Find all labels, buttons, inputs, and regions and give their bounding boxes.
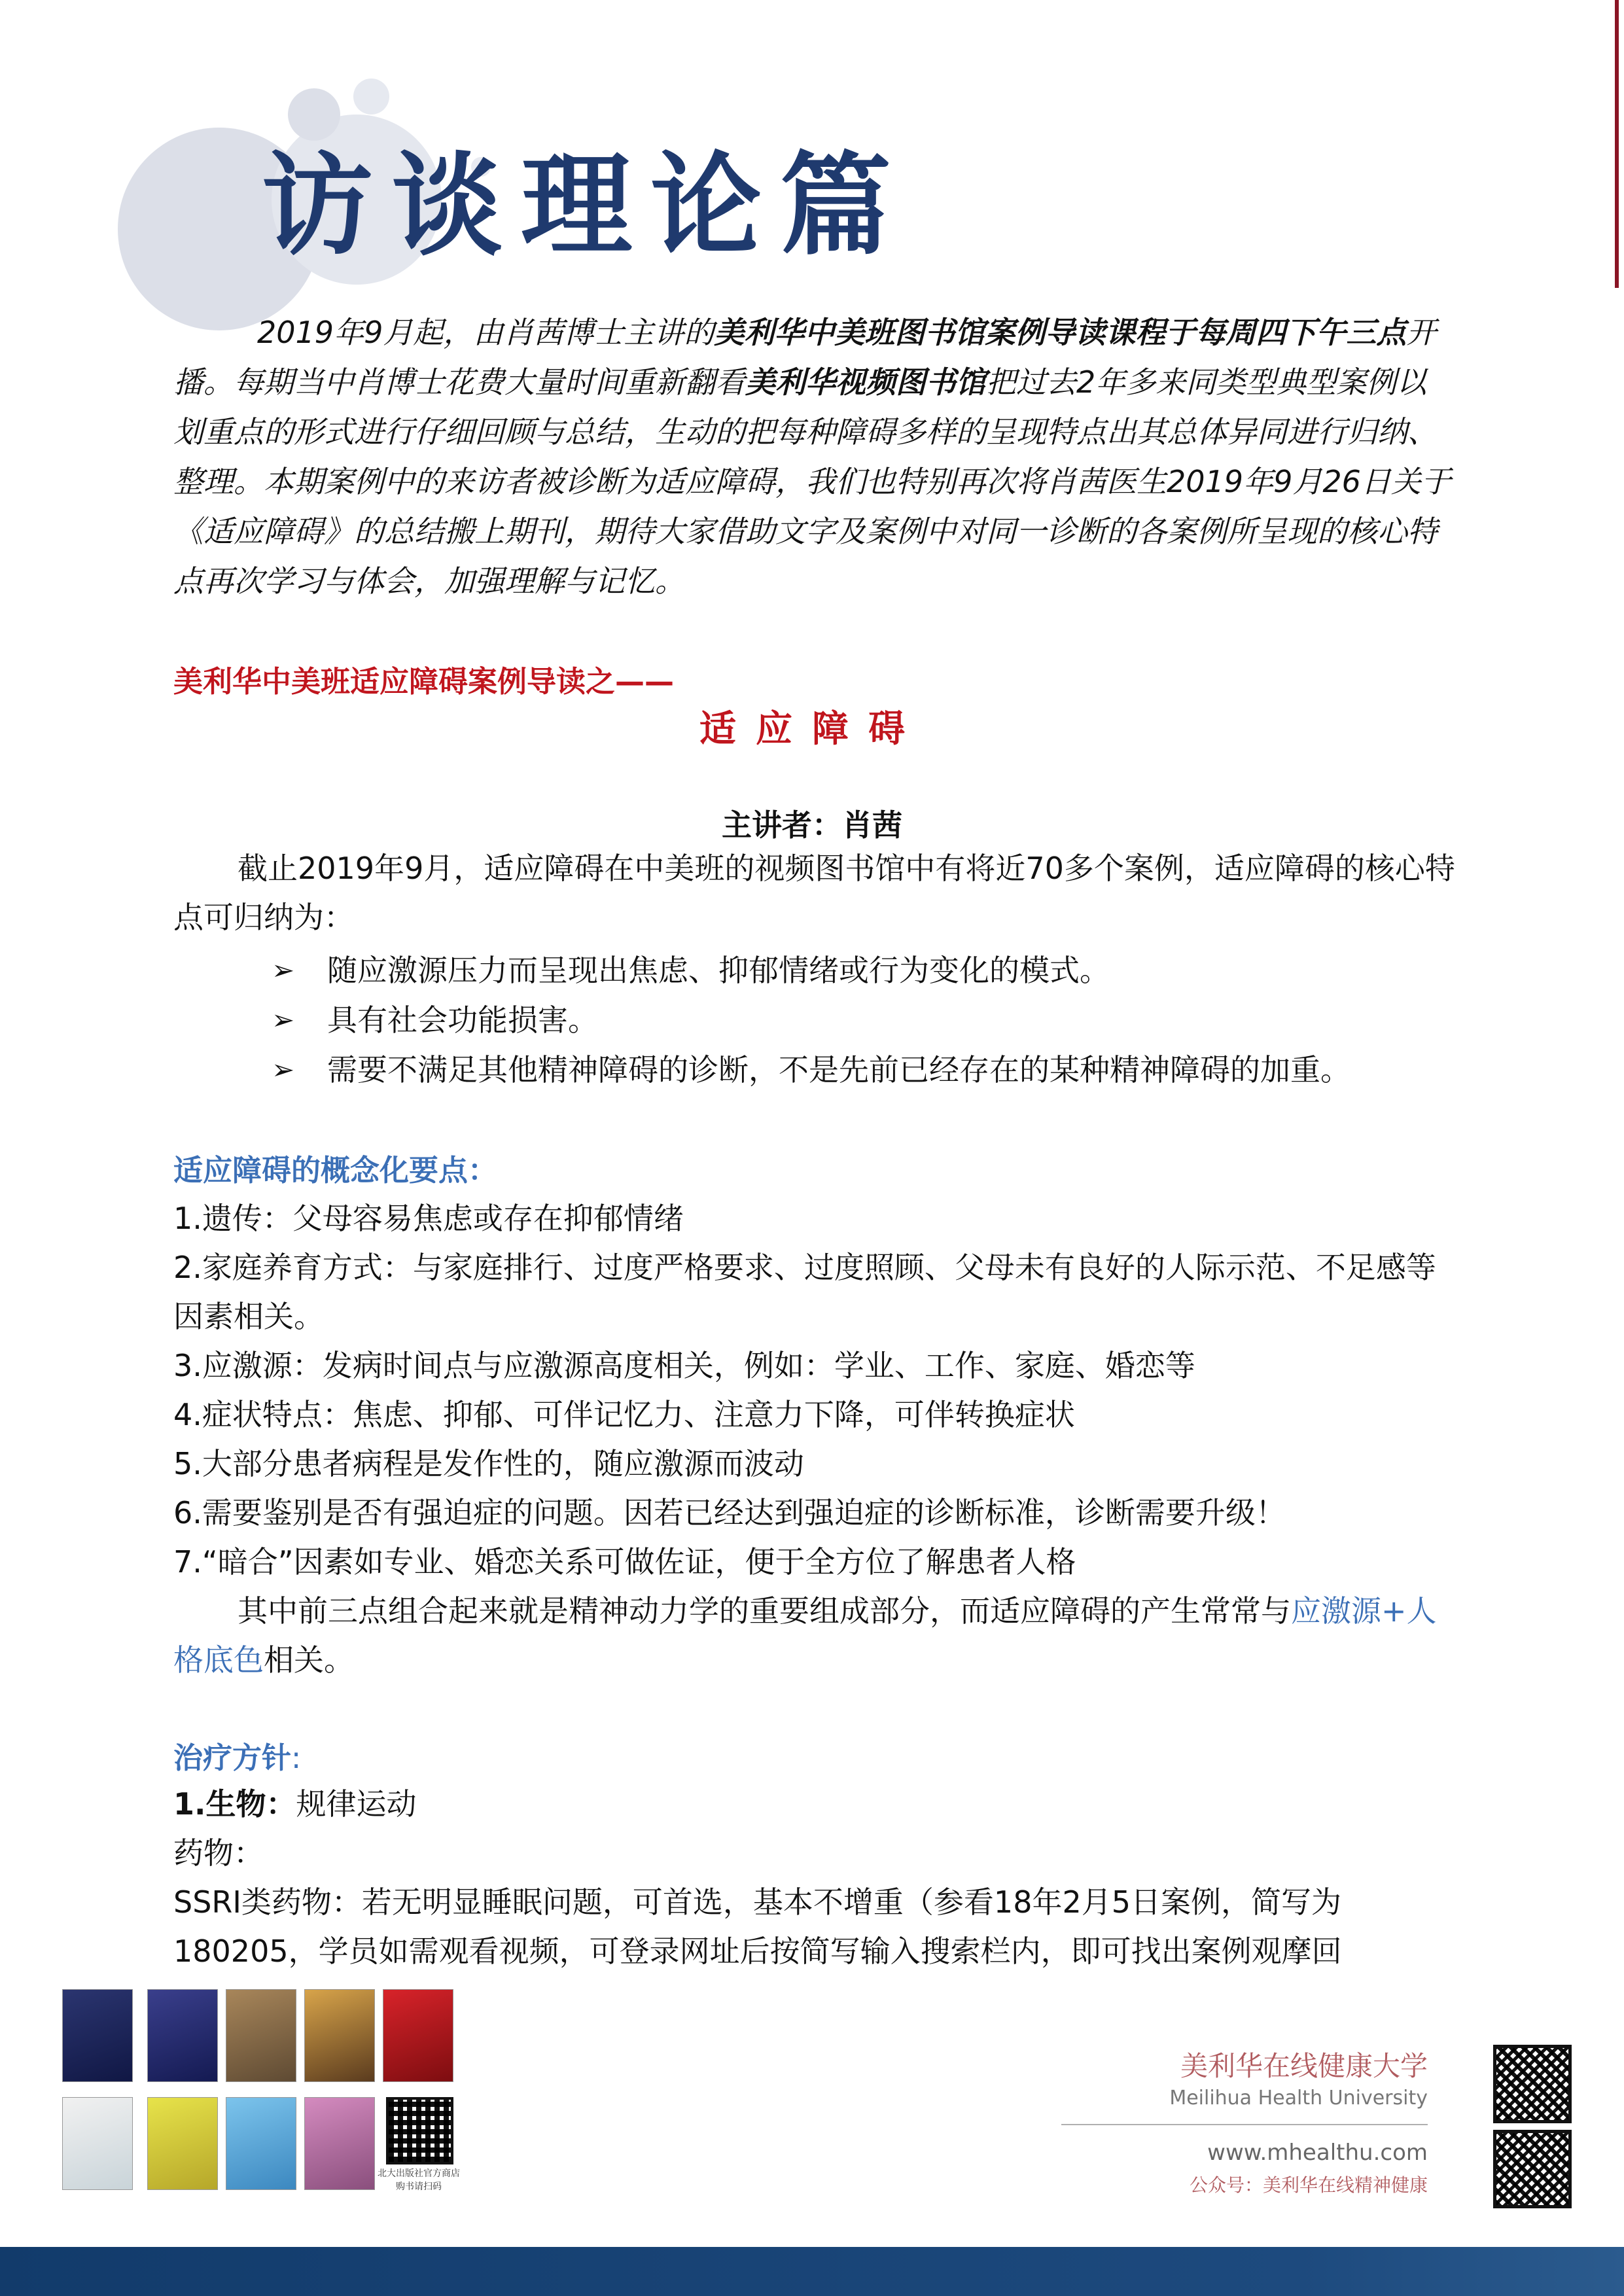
treatment-bio: 1.生物：规律运动 [173, 1786, 417, 1822]
qr-caption: 北大出版社官方商店 购书请扫码 [378, 2168, 460, 2192]
list-item: 1.遗传：父母容易焦虑或存在抑郁情绪 [173, 1201, 684, 1236]
page-title: 访谈理论篇 [262, 141, 910, 271]
book-cover-image [62, 1989, 133, 2082]
section-red-heading: 美利华中美班适应障碍案例导读之—— [173, 664, 675, 699]
brand-url[interactable]: www.mhealthu.com [1207, 2140, 1428, 2166]
brand-wechat-account: 公众号：美利华在线精神健康 [1189, 2174, 1428, 2196]
intro-paragraph [173, 308, 1456, 606]
book-cover-image [304, 1989, 375, 2082]
concepts-heading: 适应障碍的概念化要点： [173, 1153, 498, 1188]
intro-bold-2: 美利华视频图书馆 [745, 364, 986, 400]
brand-divider [1061, 2124, 1428, 2125]
list-item: ➢ 具有社会功能损害。 [272, 995, 1515, 1045]
concepts-list [173, 1194, 1456, 1587]
arrow-bullet-icon: ➢ [272, 954, 295, 986]
intro-text-3: 把过去2年多来同类型典型案例以划重点的形式进行仔细回顾与总结，生动的把每种障碍多样的呈现特点出其总体异同进行归纳、整理。本期案例中的来访者被诊断为适应障碍，我们也特别再次将肖茜医生2019年9月26日关于《适应障碍》的总结搬上期刊，期待大家借助文字及案例中对同一诊断的各案例所呈现的核心特点再次学习与体会，加强理解与记忆。 [173, 364, 1451, 599]
decor-circle-tiny [353, 79, 389, 115]
wechat-qr-code[interactable] [1493, 2130, 1572, 2208]
list-item: 5.大部分患者病程是发作性的，随应激源而波动 [173, 1446, 804, 1481]
treatment-heading: 治疗方针: [173, 1740, 302, 1775]
intro-text-2: 开播。每期当中肖博士花费大量时间重新翻看 [173, 315, 1437, 400]
list-item: 4.症状特点：焦虑、抑郁、可伴记忆力、注意力下降，可伴转换症状 [173, 1397, 1075, 1432]
list-item: ➢ 需要不满足其他精神障碍的诊断，不是先前已经存在的某种精神障碍的加重。 [272, 1045, 1515, 1095]
list-item: 3.应激源：发病时间点与应激源高度相关，例如：学业、工作、家庭、婚恋等 [173, 1348, 1195, 1383]
bookstore-qr-code[interactable] [386, 2097, 453, 2164]
list-item: 6.需要鉴别是否有强迫症的问题。因若已经达到强迫症的诊断标准，诊断需要升级！ [173, 1495, 1286, 1530]
decor-circle-small [288, 88, 340, 141]
intro-text-1: 2019年9月起，由肖茜博士主讲的 [257, 315, 715, 350]
intro-bold-1: 美利华中美班图书馆案例导读课程于每周四下午三点 [714, 315, 1407, 350]
list-item: 2.家庭养育方式：与家庭排行、过度严格要求、过度照顾、父母未有良好的人际示范、不足感等因素相关。 [173, 1250, 1436, 1334]
treatment-drug-label: 药物： [173, 1835, 264, 1871]
footer-bar [0, 2247, 1624, 2296]
book-cover-image [304, 2097, 375, 2190]
core-features-list [272, 945, 1515, 1095]
right-edge-mark [1615, 0, 1619, 288]
highlight-text: 应激源+人格底色 [173, 1593, 1437, 1678]
website-qr-code[interactable] [1493, 2045, 1572, 2123]
concepts-closing: 其中前三点组合起来就是精神动力学的重要组成部分，而适应障碍的产生常常与应激源+人格底色相关。 [173, 1593, 1437, 1678]
book-cover-image [226, 2097, 296, 2190]
book-cover-image [62, 2097, 133, 2190]
section-red-title: 适应障碍 [699, 708, 925, 751]
list-item: ➢ 随应激源压力而呈现出焦虑、抑郁情绪或行为变化的模式。 [272, 945, 1515, 995]
brand-name-en: Meilihua Health University [1169, 2087, 1428, 2110]
treatment-ssri: SSRI类药物：若无明显睡眠问题，可首选，基本不增重（参看18年2月5日案例，简写为180205，学员如需观看视频，可登录网址后按简写输入搜索栏内，即可找出案例观摩回 [173, 1884, 1342, 1969]
summary-paragraph: 截止2019年9月，适应障碍在中美班的视频图书馆中有将近70多个案例，适应障碍的核心特点可归纳为： [173, 851, 1455, 935]
brand-name-cn: 美利华在线健康大学 [1180, 2050, 1428, 2082]
book-cover-image [226, 1989, 296, 2082]
book-cover-image [147, 2097, 218, 2190]
arrow-bullet-icon: ➢ [272, 1053, 295, 1086]
arrow-bullet-icon: ➢ [272, 1004, 295, 1036]
book-cover-image [383, 1989, 453, 2082]
brand-block [1061, 2045, 1428, 2197]
list-item: 7.“暗合”因素如专业、婚恋关系可做佐证，便于全方位了解患者人格 [173, 1544, 1076, 1580]
book-cover-image [147, 1989, 218, 2082]
speaker-line: 主讲者：肖茜 [722, 807, 902, 843]
